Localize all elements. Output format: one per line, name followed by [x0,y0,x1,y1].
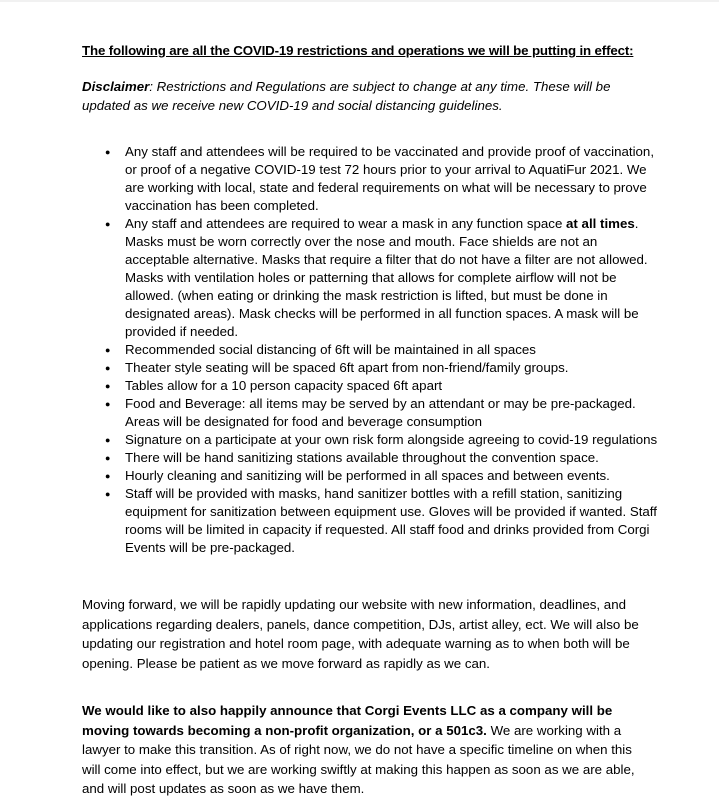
list-item-emphasis: at all times [566,216,635,231]
disclaimer-label: Disclaimer [82,79,150,94]
list-item-tables: ● Tables allow for a 10 person capacity spaced 6ft apart [125,377,660,395]
list-item-hourly-cleaning: ● Hourly cleaning and sanitizing will be performed in all spaces and between events. [125,467,660,485]
list-item-signature: ● Signature on a participate at your own risk form alongside agreeing to covid-19 regulations [125,431,660,449]
restrictions-list [82,143,660,557]
list-item-social-distancing: ● Recommended social distancing of 6ft will be maintained in all spaces [125,341,660,359]
page-top-border [0,0,719,2]
list-item-vaccination: ● Any staff and attendees will be required to be vaccinated and provide proof of vaccination, or proof of a negative COVID-19 test 72 hours prior to your arrival to AquatiFur 2021. We are working with local, state and federal requirements on what will be necessary to prove vaccination has been completed. [125,143,660,215]
list-item-text: . Masks must be worn correctly over the nose and mouth. Face shields are not an acceptable alternative. Masks that require a filter that do not have a filter are not allowed. Masks with ventilation holes or patterning that allows for complete airflow will not be allowed. (when eating or drinking the mask restriction is lifted, but must be done in designated areas). Mask checks will be performed in all function spaces. A mask will be provided if needed. [125,216,648,339]
list-item-masks [125,215,660,341]
nonprofit-announcement: We would like to also happily announce that Corgi Events LLC as a company will be moving towards becoming a non-profit organization, or a 501c3. [82,703,613,738]
list-item-text: Any staff and attendees are required to wear a mask in any function space [125,216,567,231]
paragraph-nonprofit [82,701,652,799]
document-heading: The following are all the COVID-19 restrictions and operations we will be putting in effect: [82,43,634,58]
list-item-sanitizing-stations: ● There will be hand sanitizing stations available throughout the convention space. [125,449,660,467]
disclaimer-text: : Restrictions and Regulations are subject to change at any time. These will be updated as we receive new COVID-19 and social distancing guidelines. [82,79,611,113]
nonprofit-details: We are working with a lawyer to make this transition. As of right now, we do not have a specific timeline on when this will come into effect, but we are working swiftly at making this happen as soon as we are able, and will post updates as soon as we have them. [82,722,635,797]
list-item-food-beverage: ● Food and Beverage: all items may be served by an attendant or may be pre-packaged. Areas will be designated for food and beverage consumption [125,395,660,431]
list-item-staff-provisions: ● Staff will be provided with masks, hand sanitizer bottles with a refill station, sanitizing equipment for sanitization between equipment use. Gloves will be provided if wanted. Staff rooms will be limited in capacity if requested. All staff food and drinks provided from Corgi Events will be pre-packaged. [125,485,660,557]
disclaimer [82,77,622,115]
list-item-theater-seating: ● Theater style seating will be spaced 6ft apart from non-friend/family groups. [125,359,660,377]
paragraph-website-updates: Moving forward, we will be rapidly updating our website with new information, deadlines, and applications regarding dealers, panels, dance competition, DJs, artist alley, ect. We will also be updating our registration and hotel room page, with adequate warning as to when both will be opening. Please be patient as we move forward as rapidly as we can. [82,597,639,671]
